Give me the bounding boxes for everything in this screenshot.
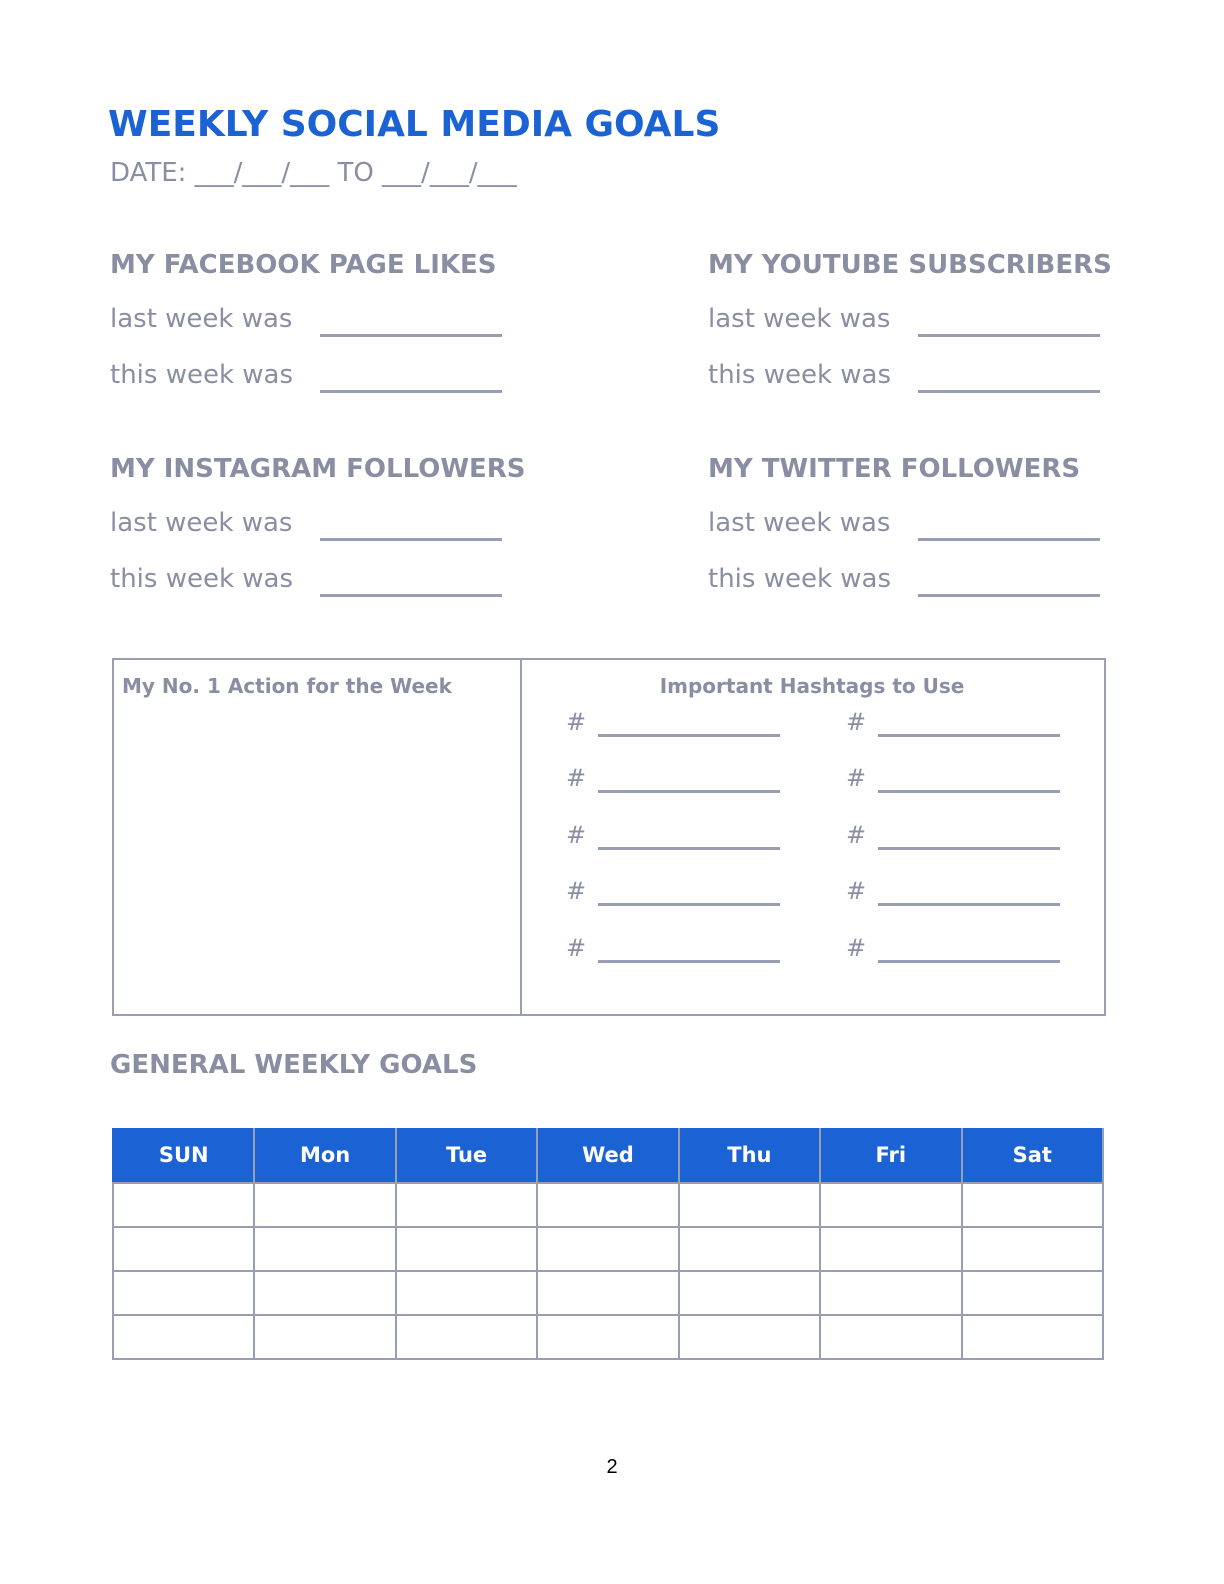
action-hashtags-box bbox=[112, 658, 1106, 1016]
section-heading: MY INSTAGRAM FOLLOWERS bbox=[110, 454, 526, 484]
this-week-blank-field[interactable] bbox=[320, 594, 502, 597]
instagram-followers-section bbox=[110, 454, 530, 596]
hashtag-blank[interactable] bbox=[878, 847, 1060, 850]
hash-symbol: # bbox=[846, 877, 867, 905]
hashtag-blank[interactable] bbox=[878, 903, 1060, 906]
hashtag-blank[interactable] bbox=[878, 790, 1060, 793]
hashtag-field[interactable] bbox=[566, 877, 786, 909]
last-week-row bbox=[110, 508, 530, 540]
this-week-row bbox=[110, 360, 530, 392]
goal-cell[interactable] bbox=[396, 1315, 537, 1359]
goal-cell[interactable] bbox=[962, 1271, 1103, 1315]
page-title: WEEKLY SOCIAL MEDIA GOALS bbox=[108, 104, 721, 145]
this-week-row bbox=[708, 564, 1128, 596]
goal-cell[interactable] bbox=[537, 1183, 678, 1227]
this-week-label: this week was bbox=[110, 564, 294, 594]
hash-symbol: # bbox=[566, 934, 587, 962]
goal-cell[interactable] bbox=[254, 1227, 395, 1271]
last-week-row bbox=[708, 508, 1128, 540]
goal-cell[interactable] bbox=[254, 1183, 395, 1227]
weekly-goals-table bbox=[112, 1128, 1104, 1360]
hashtag-blank[interactable] bbox=[598, 734, 780, 737]
hashtag-field[interactable] bbox=[566, 934, 786, 966]
day-header: Mon bbox=[254, 1128, 395, 1183]
goal-cell[interactable] bbox=[113, 1315, 254, 1359]
hashtag-field[interactable] bbox=[846, 821, 1066, 853]
day-header: Tue bbox=[396, 1128, 537, 1183]
page-number: 2 bbox=[606, 1456, 618, 1478]
day-header: Sat bbox=[962, 1128, 1103, 1183]
hashtag-blank[interactable] bbox=[598, 903, 780, 906]
hashtag-field[interactable] bbox=[846, 877, 1066, 909]
day-header-row bbox=[113, 1128, 1103, 1183]
goal-cell[interactable] bbox=[679, 1271, 820, 1315]
goal-cell[interactable] bbox=[679, 1315, 820, 1359]
twitter-followers-section bbox=[708, 454, 1128, 596]
this-week-blank-field[interactable] bbox=[918, 390, 1100, 393]
box-divider bbox=[520, 660, 522, 1014]
goal-cell[interactable] bbox=[537, 1271, 678, 1315]
hashtag-blank[interactable] bbox=[878, 960, 1060, 963]
day-header: Fri bbox=[820, 1128, 961, 1183]
hashtag-field[interactable] bbox=[566, 764, 786, 796]
goal-cell[interactable] bbox=[113, 1271, 254, 1315]
goal-cell[interactable] bbox=[537, 1315, 678, 1359]
goal-cell[interactable] bbox=[537, 1227, 678, 1271]
this-week-blank-field[interactable] bbox=[918, 594, 1100, 597]
youtube-subscribers-section bbox=[708, 250, 1128, 392]
day-header: Wed bbox=[537, 1128, 678, 1183]
last-week-blank-field[interactable] bbox=[320, 334, 502, 337]
hashtag-field[interactable] bbox=[846, 934, 1066, 966]
section-heading: MY FACEBOOK PAGE LIKES bbox=[110, 250, 497, 280]
last-week-blank-field[interactable] bbox=[918, 334, 1100, 337]
hash-symbol: # bbox=[566, 708, 587, 736]
goal-cell[interactable] bbox=[820, 1183, 961, 1227]
hash-symbol: # bbox=[566, 877, 587, 905]
this-week-row bbox=[708, 360, 1128, 392]
last-week-row bbox=[110, 304, 530, 336]
goal-cell[interactable] bbox=[962, 1227, 1103, 1271]
hash-symbol: # bbox=[566, 821, 587, 849]
hashtag-blank[interactable] bbox=[878, 734, 1060, 737]
hash-symbol: # bbox=[846, 821, 867, 849]
this-week-label: this week was bbox=[708, 564, 892, 594]
goal-cell[interactable] bbox=[396, 1183, 537, 1227]
goal-cell[interactable] bbox=[254, 1315, 395, 1359]
goal-cell[interactable] bbox=[679, 1227, 820, 1271]
this-week-label: this week was bbox=[110, 360, 294, 390]
hash-symbol: # bbox=[846, 764, 867, 792]
hashtag-field[interactable] bbox=[566, 821, 786, 853]
hashtag-field[interactable] bbox=[566, 708, 786, 740]
day-header: SUN bbox=[113, 1128, 254, 1183]
goal-cell[interactable] bbox=[820, 1315, 961, 1359]
goal-row bbox=[113, 1227, 1103, 1271]
goal-cell[interactable] bbox=[679, 1183, 820, 1227]
general-goals-title: GENERAL WEEKLY GOALS bbox=[110, 1050, 478, 1080]
last-week-label: last week was bbox=[708, 304, 891, 334]
this-week-label: this week was bbox=[708, 360, 892, 390]
hashtag-blank[interactable] bbox=[598, 790, 780, 793]
goal-cell[interactable] bbox=[396, 1227, 537, 1271]
day-header: Thu bbox=[679, 1128, 820, 1183]
date-range-field[interactable]: DATE: ___/___/___ TO ___/___/___ bbox=[110, 158, 517, 188]
this-week-row bbox=[110, 564, 530, 596]
goal-cell[interactable] bbox=[820, 1227, 961, 1271]
hash-symbol: # bbox=[846, 708, 867, 736]
section-heading: MY TWITTER FOLLOWERS bbox=[708, 454, 1081, 484]
goal-cell[interactable] bbox=[113, 1183, 254, 1227]
goal-cell[interactable] bbox=[113, 1227, 254, 1271]
last-week-label: last week was bbox=[110, 508, 293, 538]
hash-symbol: # bbox=[566, 764, 587, 792]
last-week-label: last week was bbox=[708, 508, 891, 538]
goal-cell[interactable] bbox=[254, 1271, 395, 1315]
action-title: My No. 1 Action for the Week bbox=[122, 674, 452, 698]
last-week-row bbox=[708, 304, 1128, 336]
goal-row bbox=[113, 1315, 1103, 1359]
goal-row bbox=[113, 1271, 1103, 1315]
hashtag-field[interactable] bbox=[846, 708, 1066, 740]
last-week-label: last week was bbox=[110, 304, 293, 334]
hashtags-title: Important Hashtags to Use bbox=[659, 674, 965, 698]
hashtag-blank[interactable] bbox=[598, 847, 780, 850]
goal-cell[interactable] bbox=[962, 1315, 1103, 1359]
goal-cell[interactable] bbox=[396, 1271, 537, 1315]
section-heading: MY YOUTUBE SUBSCRIBERS bbox=[708, 250, 1112, 280]
hashtag-field[interactable] bbox=[846, 764, 1066, 796]
last-week-blank-field[interactable] bbox=[918, 538, 1100, 541]
goal-cell[interactable] bbox=[962, 1183, 1103, 1227]
facebook-likes-section bbox=[110, 250, 530, 392]
goal-cell[interactable] bbox=[820, 1271, 961, 1315]
this-week-blank-field[interactable] bbox=[320, 390, 502, 393]
hash-symbol: # bbox=[846, 934, 867, 962]
last-week-blank-field[interactable] bbox=[320, 538, 502, 541]
goal-row bbox=[113, 1183, 1103, 1227]
hashtag-blank[interactable] bbox=[598, 960, 780, 963]
